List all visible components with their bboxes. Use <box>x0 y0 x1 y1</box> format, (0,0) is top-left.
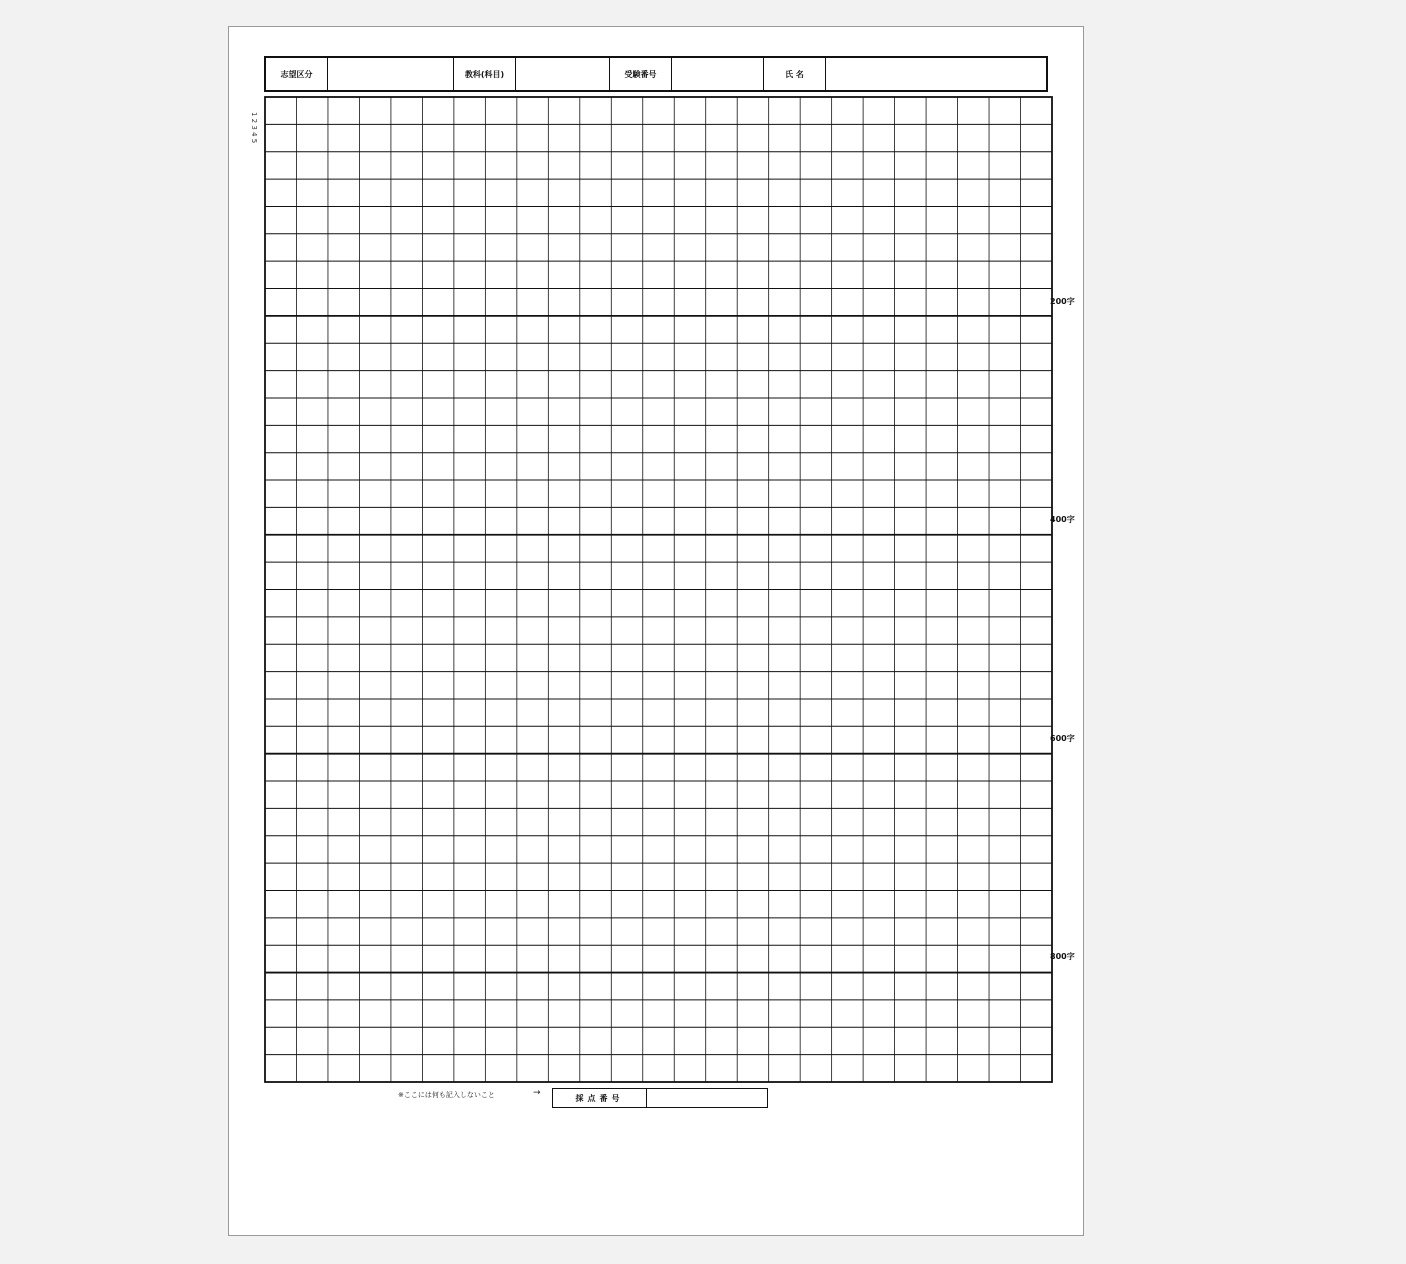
count-label-800: 800字 <box>1050 952 1075 961</box>
header-label-name: 氏 名 <box>764 58 826 90</box>
header-label-division: 志望区分 <box>266 58 328 90</box>
header-label-exam-number: 受験番号 <box>610 58 672 90</box>
scoring-number-label: 採点番号 <box>553 1089 647 1107</box>
footer-note: ※ここには何も記入しないこと <box>398 1091 495 1099</box>
scoring-number-field <box>647 1089 767 1107</box>
count-label-200: 200字 <box>1050 297 1075 306</box>
scoring-number-box <box>552 1088 768 1108</box>
count-label-600: 600字 <box>1050 734 1075 743</box>
side-mark: 1 2 3 4 5 <box>250 112 258 144</box>
count-label-400: 400字 <box>1050 515 1075 524</box>
footer-arrow: → <box>533 1088 541 1098</box>
header-label-subject: 教科(科目) <box>454 58 516 90</box>
